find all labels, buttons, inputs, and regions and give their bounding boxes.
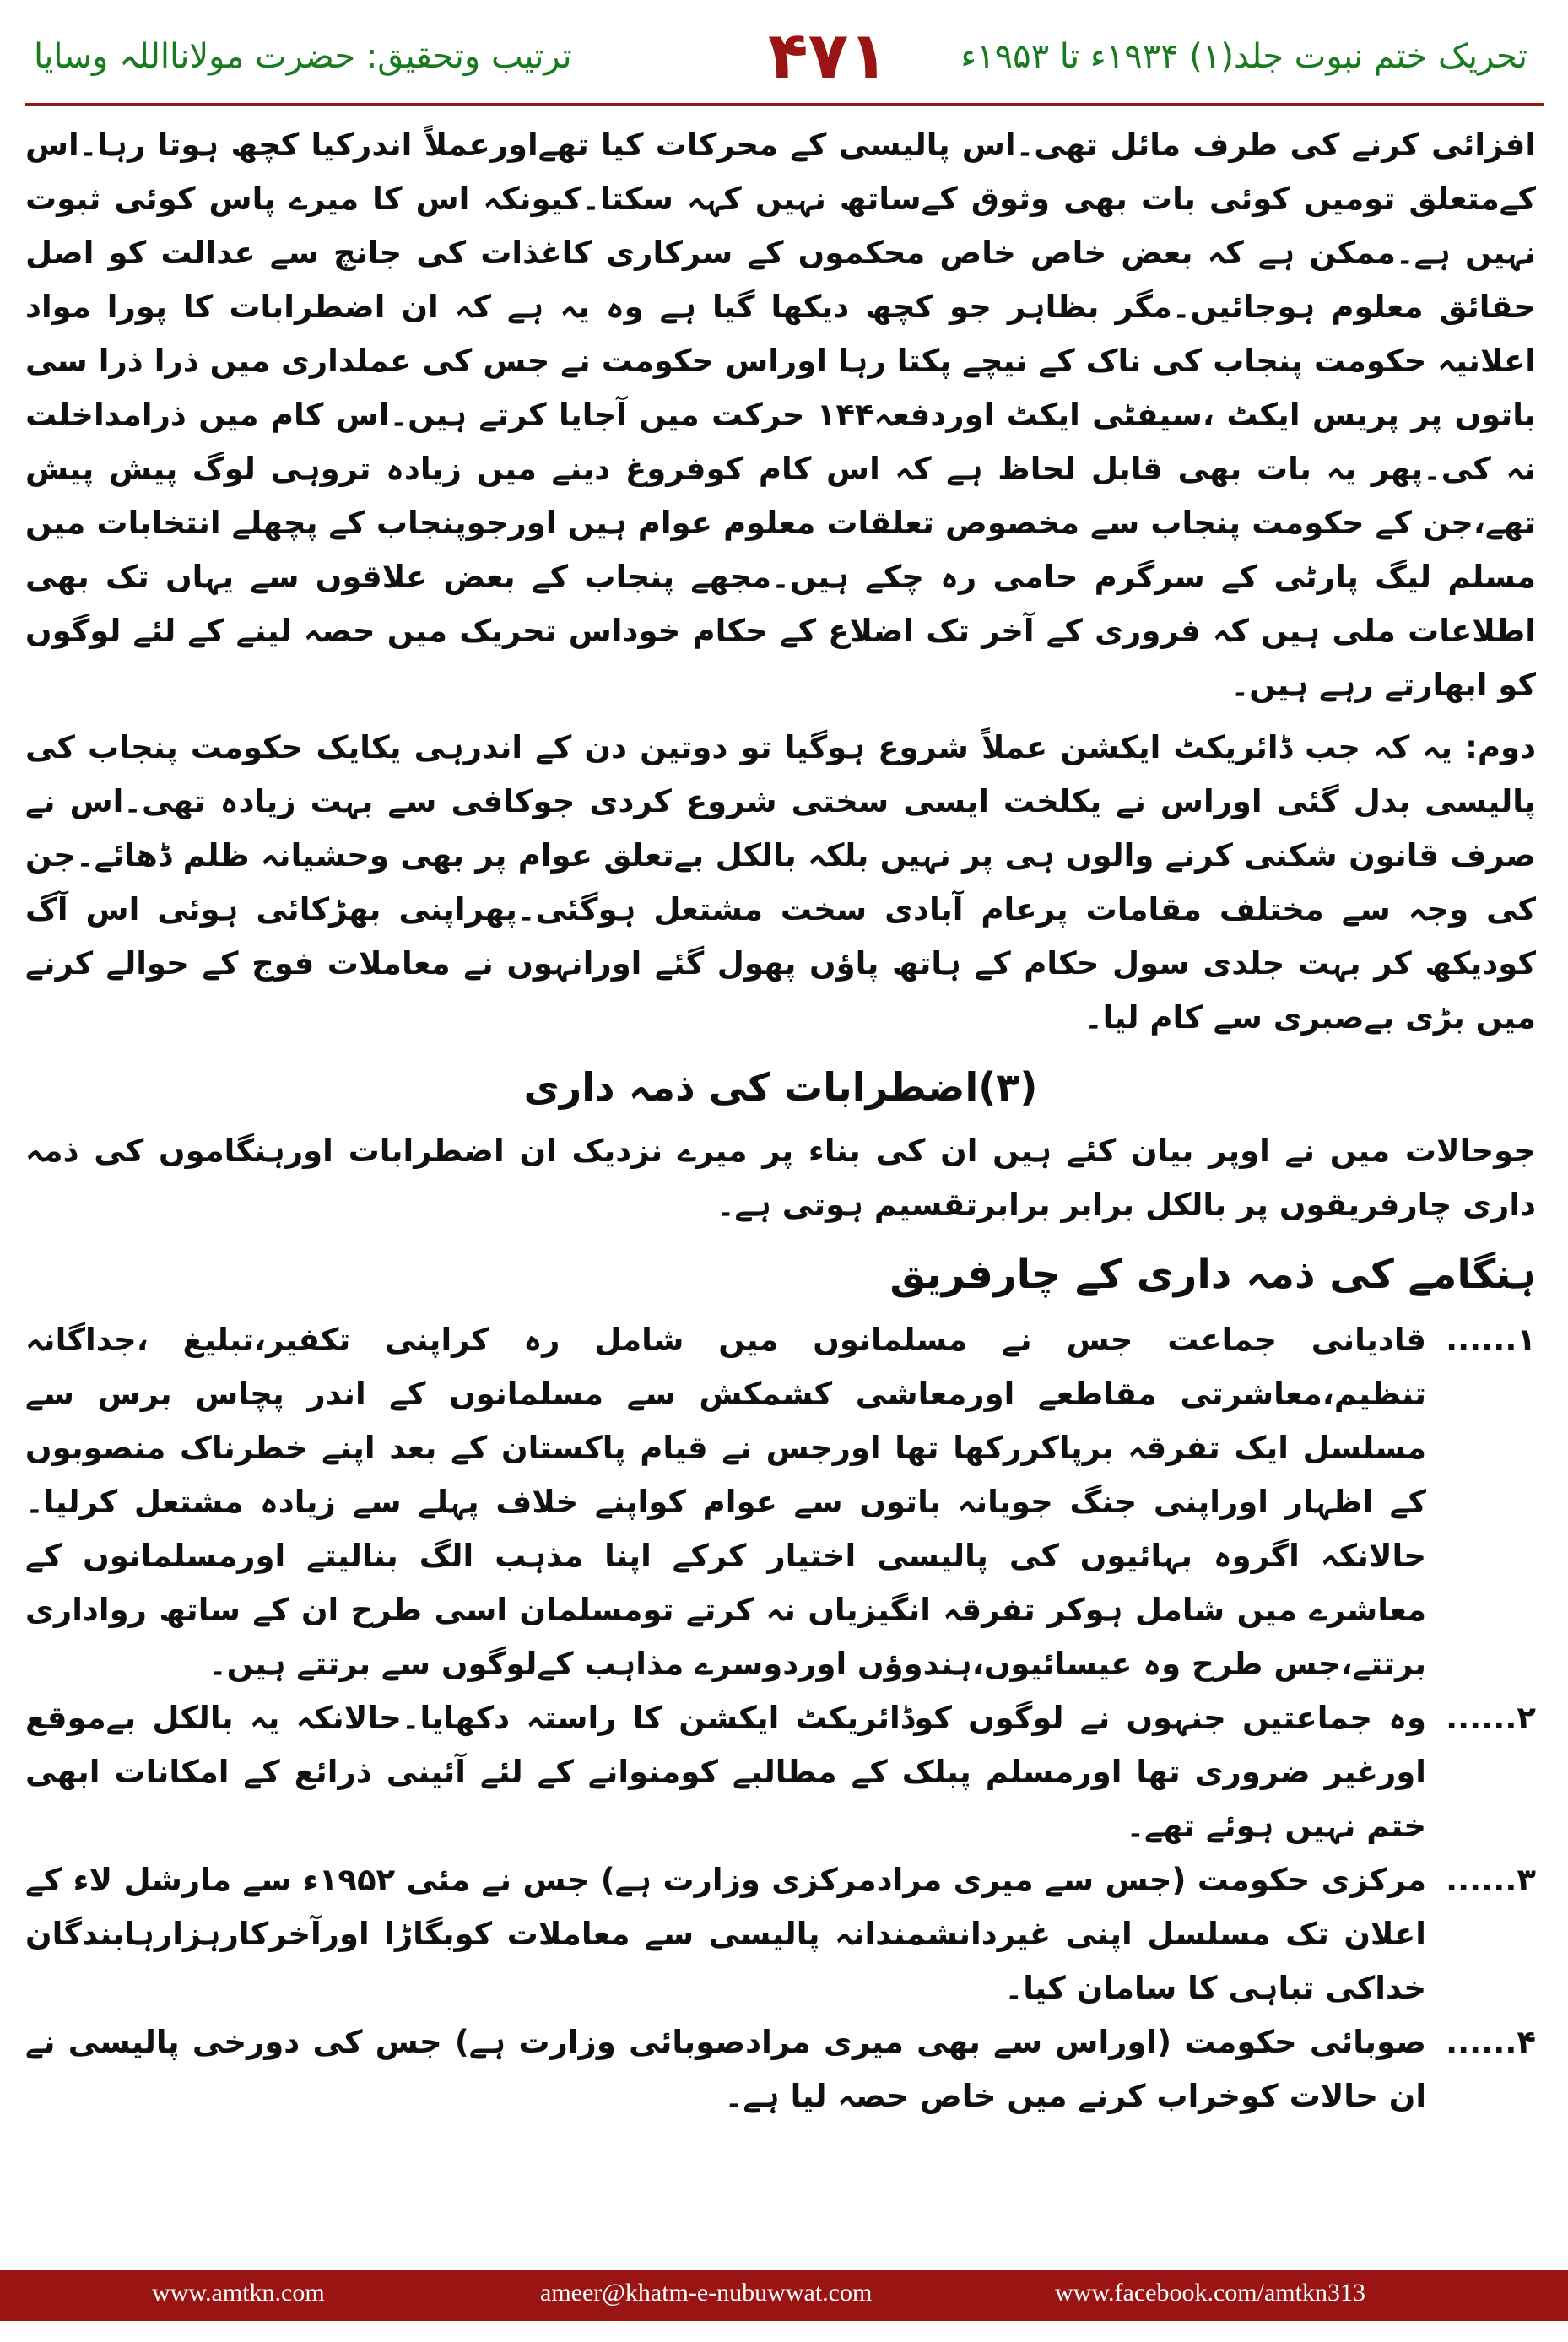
list-item-number: ۲...... bbox=[1446, 1700, 1536, 1736]
paragraph-2: دوم: یہ کہ جب ڈائریکٹ ایکشن عملاً شروع ہوگیا تو دوتین دن کے اندرہی یکایک حکومت پنجاب کی پالیسی بدل گئی اوراس نے یکلخت ایسی سختی شروع کردی جوکافی سے بہت زیادہ تھی۔اس نے صرف قانون شکنی کرنے والوں ہی پر نہیں بلکہ بالکل بےتعلق عوام پر بھی وحشیانہ ظلم ڈھائے۔جن کی وجہ سے مختلف مقامات پرعام آبادی سخت مشتعل ہوگئی۔پھراپنی بھڑکائی ہوئی اس آگ کودیکھ کر بہت جلدی سول حکام کے ہاتھ پاؤں پھول گئے اورانہوں نے معاملات فوج کے حوالے کرنے میں بڑی بےصبری سے کام لیا۔ bbox=[25, 729, 1536, 1036]
list-item bbox=[25, 1691, 1536, 1853]
list-item bbox=[25, 2015, 1536, 2123]
list-item-text: صوبائی حکومت (اوراس سے بھی میری مرادصوبائی وزارت ہے) جس کی دورخی پالیسی نے ان حالات کوخراب کرنے میں خاص حصہ لیا ہے۔ bbox=[25, 2024, 1426, 2114]
list-item-text: قادیانی جماعت جس نے مسلمانوں میں شامل رہ کراپنی تکفیر،تبلیغ ،جداگانہ تنظیم،معاشرتی مقاطعے اورمعاشی کشمکش سے مسلمانوں کے اندر پچاس برس سے مسلسل ایک تفرقہ برپاکررکھا تھا اورجس نے قیام پاکستان کے بعد اپنے خطرناک منصوبوں کے اظہار اوراپنی جنگ جویانہ باتوں سے عوام کواپنے خلاف پہلے سے زیادہ مشتعل کرلیا۔حالانکہ اگروہ بہائیوں کی پالیسی اختیار کرکے اپنا مذہب الگ بنالیتے اورمسلمانوں کے معاشرے میں شامل ہوکر تفرقہ انگیزیاں نہ کرتے تومسلمان اسی طرح ان کے ساتھ رواداری برتتے،جس طرح وہ عیسائیوں،ہندوؤں اوردوسرے مذاہب کےلوگوں سے برتتے ہیں۔ bbox=[25, 1322, 1426, 1682]
list-item bbox=[25, 1313, 1536, 1691]
book-title: تحریک ختم نبوت جلد(۱) ۱۹۳۴ء تا ۱۹۵۳ء bbox=[960, 37, 1527, 76]
list-item-text: وہ جماعتیں جنہوں نے لوگوں کوڈائریکٹ ایکشن کا راستہ دکھایا۔حالانکہ یہ بالکل بےموقع اورغیر ضروری تھا اورمسلم پبلک کے مطالبے کومنوانے کے لئے آئینی ذرائع کے امکانات ابھی ختم نہیں ہوئے تھے۔ bbox=[25, 1700, 1426, 1844]
page-header bbox=[25, 19, 1544, 111]
list-item-number: ۴...... bbox=[1446, 2024, 1536, 2060]
footer-email-link[interactable]: ameer@khatm-e-nubuwwat.com bbox=[540, 2279, 873, 2307]
page-body bbox=[25, 118, 1536, 2123]
list-item-number: ۳...... bbox=[1446, 1862, 1536, 1898]
paragraph-1: افزائی کرنے کی طرف مائل تھی۔اس پالیسی کے محرکات کیا تھےاورعملاً اندرکیا کچھ ہوتا رہا۔اس کےمتعلق تومیں کوئی بات بھی وثوق کےساتھ نہیں کہہ سکتا۔کیونکہ اس کا میرے پاس کوئی ثبوت نہیں ہے۔ممکن ہے کہ بعض خاص خاص محکموں کے سرکاری کاغذات کی جانچ سے عدالت کو اصل حقائق معلوم ہوجائیں۔مگر بظاہر جو کچھ دیکھا گیا ہے وہ یہ ہے کہ ان اضطرابات کا پورا مواد اعلانیہ حکومت پنجاب کی ناک کے نیچے پکتا رہا اوراس حکومت نے جس کی عملداری میں ذرا ذرا سی باتوں پر پریس ایکٹ ،سیفٹی ایکٹ اوردفعہ۱۴۴ حرکت میں آجایا کرتے ہیں۔اس کام میں ذرامداخلت نہ کی۔پھر یہ بات بھی قابل لحاظ ہے کہ اس کام کوفروغ دینے میں زیادہ تروہی لوگ پیش پیش تھے،جن کے حکومت پنجاب سے مخصوص تعلقات معلوم عوام ہیں اورجوپنجاب کے پچھلے انتخابات میں مسلم لیگ پارٹی کے سرگرم حامی رہ چکے ہیں۔مجھے پنجاب کے بعض علاقوں سے یہاں تک بھی اطلاعات ملی ہیں کہ فروری کے آخر تک اضلاع کے حکام خوداس تحریک میں حصہ لینے کے لئے لوگوں کو ابھارتے رہے ہیں۔ bbox=[25, 127, 1536, 703]
section-subheading: ہنگامے کی ذمہ داری کے چارفریق bbox=[889, 1251, 1536, 1298]
list-item-number: ۱...... bbox=[1446, 1322, 1536, 1358]
footer-facebook-link[interactable]: www.facebook.com/amtkn313 bbox=[1055, 2279, 1365, 2307]
list-item bbox=[25, 1853, 1536, 2015]
list-item-text: مرکزی حکومت (جس سے میری مرادمرکزی وزارت ہے) جس نے مئی ۱۹۵۲ء سے مارشل لاء کے اعلان تک مسلسل اپنی غیردانشمندانہ پالیسی سے معاملات کوبگاڑا اورآخرکارہزارہابندگان خداکی تباہی کا سامان کیا۔ bbox=[25, 1862, 1427, 2006]
footer-website-link[interactable]: www.amtkn.com bbox=[152, 2279, 325, 2307]
compiler-credit: ترتیب وتحقیق: حضرت مولانااللہ وسایا bbox=[34, 37, 572, 76]
page-number: ۴۷۱ bbox=[768, 19, 889, 95]
section-intro: جوحالات میں نے اوپر بیان کئے ہیں ان کی بناء پر میرے نزدیک ان اضطرابات اورہنگاموں کی ذمہ داری چارفریقوں پر بالکل برابر برابرتقسیم ہوتی ہے۔ bbox=[25, 1133, 1536, 1223]
header-divider bbox=[25, 103, 1544, 106]
section-heading: (۳)اضطرابات کی ذمہ داری bbox=[523, 1064, 1038, 1110]
page-footer bbox=[0, 2270, 1568, 2321]
